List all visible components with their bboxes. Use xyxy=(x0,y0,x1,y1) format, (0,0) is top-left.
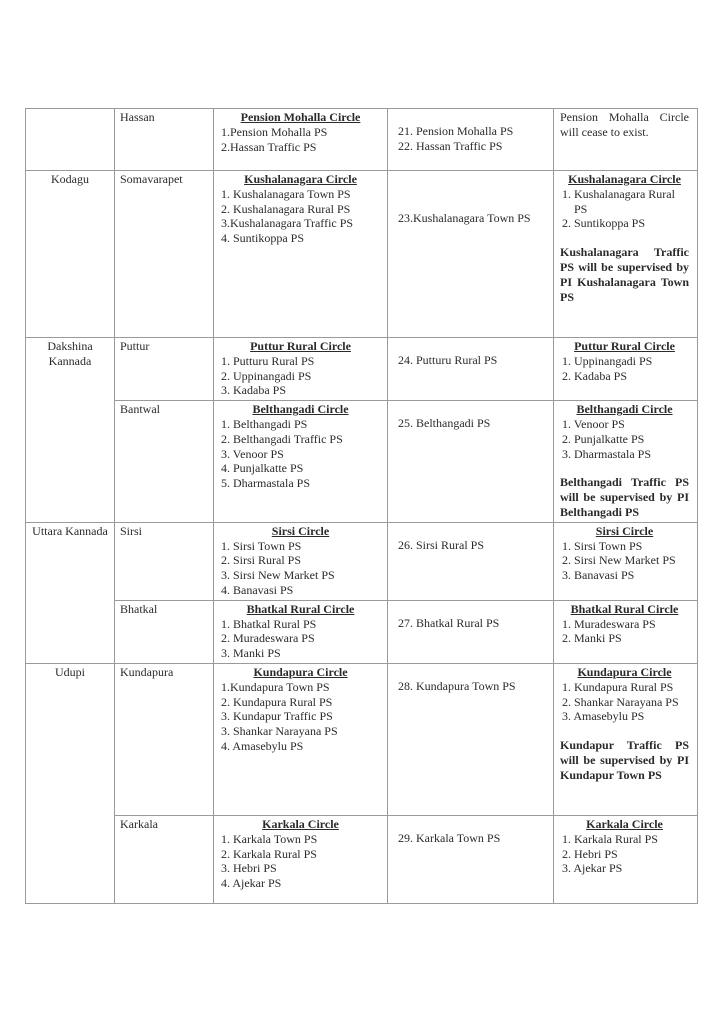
table-row xyxy=(26,171,698,338)
existing-circle-cell xyxy=(214,600,388,663)
police-station-item: 1. Venoor PS xyxy=(562,416,625,431)
police-station-item: 3. Venoor PS xyxy=(221,446,284,461)
proposed-item: 23.Kushalanagara Town PS xyxy=(398,211,531,225)
proposed-cell xyxy=(388,522,554,600)
circle-title: Sirsi Circle xyxy=(595,523,654,538)
circle-reorganisation-table xyxy=(25,108,698,904)
circle-title: Bhatkal Rural Circle xyxy=(246,601,355,616)
police-station-item: 4. Amasebylu PS xyxy=(221,738,304,753)
circle-title: Sirsi Circle xyxy=(271,523,330,538)
subdivision-cell: Somavarapet xyxy=(115,171,214,338)
police-station-item: 1. Putturu Rural PS xyxy=(221,353,315,368)
police-station-item: 1. Karkala Town PS xyxy=(221,831,318,846)
circle-title: Belthangadi Circle xyxy=(576,402,673,417)
circle-title: Kundapura Circle xyxy=(577,664,672,679)
circle-title: Karkala Circle xyxy=(262,816,339,831)
table-row xyxy=(26,338,698,401)
circle-title: Belthangadi Circle xyxy=(252,402,349,417)
supervision-note: Kushalanagara Traffic PS will be supervised by PI Kushalanagara Town PS xyxy=(560,245,689,304)
police-station-item: 2. Muradeswara PS xyxy=(221,631,315,646)
subdivision-cell: Karkala xyxy=(115,815,214,903)
police-station-item: 4. Banavasi PS xyxy=(221,582,294,597)
district-cell: Dakshina Kannada xyxy=(26,338,115,523)
remarks-cell xyxy=(554,663,698,815)
police-station-item: 4. Suntikoppa PS xyxy=(221,231,305,246)
remarks-cell xyxy=(554,338,698,401)
proposed-item: 24. Putturu Rural PS xyxy=(398,353,498,367)
table-row xyxy=(26,663,698,815)
proposed-cell xyxy=(388,338,554,401)
table-row xyxy=(26,815,698,903)
proposed-cell xyxy=(388,815,554,903)
police-station-item: 3.Kushalanagara Traffic PS xyxy=(221,216,354,231)
police-station-item: 2. Punjalkatte PS xyxy=(562,431,645,446)
police-station-item: 4. Ajekar PS xyxy=(221,876,282,891)
remarks-cell xyxy=(554,109,698,171)
circle-title: Kushalanagara Circle xyxy=(244,172,357,186)
police-station-item: 1. Kushalanagara Town PS xyxy=(221,186,351,201)
district-cell: Uttara Kannada xyxy=(26,522,115,663)
proposed-cell xyxy=(388,663,554,815)
supervision-note: Belthangadi Traffic PS will be supervised by PI Belthangadi PS xyxy=(560,475,689,519)
table-row xyxy=(26,600,698,663)
police-station-item: 1. Kundapura Rural PS xyxy=(562,679,674,694)
proposed-item: 22. Hassan Traffic PS xyxy=(398,138,503,153)
proposed-item: 25. Belthangadi PS xyxy=(398,416,491,431)
police-station-item: 2. Karkala Rural PS xyxy=(221,846,317,861)
proposed-cell xyxy=(388,401,554,523)
police-station-item: 3. Sirsi New Market PS xyxy=(221,568,335,583)
police-station-item: 1. Sirsi Town PS xyxy=(221,538,302,553)
police-station-item: 2. Sirsi Rural PS xyxy=(221,553,302,568)
remarks-text: Pension Mohalla Circle will cease to exist. xyxy=(560,110,689,139)
district-cell: Kodagu xyxy=(26,171,115,338)
police-station-item: 3. Amasebylu PS xyxy=(562,709,645,724)
police-station-item: 1. Uppinangadi PS xyxy=(562,353,653,368)
circle-title: Kushalanagara Circle xyxy=(568,172,681,186)
police-station-item: 3. Shankar Narayana PS xyxy=(221,724,338,739)
police-station-item: 3. Manki PS xyxy=(221,646,281,661)
proposed-item: 29. Karkala Town PS xyxy=(398,830,501,845)
proposed-item: 26. Sirsi Rural PS xyxy=(398,537,485,552)
subdivision-cell: Puttur xyxy=(115,338,214,401)
police-station-item: 2. Sirsi New Market PS xyxy=(562,553,676,568)
subdivision-cell: Bhatkal xyxy=(115,600,214,663)
existing-circle-cell xyxy=(214,109,388,171)
district-cell: Udupi xyxy=(26,663,115,903)
remarks-cell xyxy=(554,171,698,338)
circle-title: Kundapura Circle xyxy=(253,664,348,679)
proposed-item: 28. Kundapura Town PS xyxy=(398,678,516,693)
police-station-item: 1.Pension Mohalla PS xyxy=(221,124,328,139)
police-station-item: 1. Karkala Rural PS xyxy=(562,831,658,846)
remarks-cell xyxy=(554,815,698,903)
existing-circle-cell xyxy=(214,171,388,338)
police-station-item: 4. Punjalkatte PS xyxy=(221,461,304,476)
police-station-item: 5. Dharmastala PS xyxy=(221,476,310,491)
police-station-item: 3. Dharmastala PS xyxy=(562,446,651,461)
circle-title: Bhatkal Rural Circle xyxy=(570,601,679,616)
police-station-item: 3. Ajekar PS xyxy=(562,861,623,876)
proposed-cell xyxy=(388,109,554,171)
police-station-item: 2. Hebri PS xyxy=(562,846,618,861)
existing-circle-cell xyxy=(214,522,388,600)
police-station-item: 2.Hassan Traffic PS xyxy=(221,139,317,154)
remarks-cell xyxy=(554,401,698,523)
police-station-item: 2. Belthangadi Traffic PS xyxy=(221,431,343,446)
proposed-cell xyxy=(388,171,554,338)
police-station-item: 2. Kushalanagara Rural PS xyxy=(221,201,351,216)
police-station-item: 1. Bhatkal Rural PS xyxy=(221,616,317,631)
police-station-item: 2. Uppinangadi PS xyxy=(221,368,312,383)
police-station-item: 3. Kundapur Traffic PS xyxy=(221,709,333,724)
table-row xyxy=(26,401,698,523)
police-station-item: 1. Belthangadi PS xyxy=(221,416,308,431)
proposed-cell xyxy=(388,600,554,663)
police-station-item: 2. Suntikoppa PS xyxy=(562,216,646,231)
proposed-item: 21. Pension Mohalla PS xyxy=(398,124,514,138)
police-station-item: 1. Kushalanagara Rural PS xyxy=(562,186,675,216)
circle-title: Pension Mohalla Circle xyxy=(240,110,361,124)
police-station-item: 2. Shankar Narayana PS xyxy=(562,694,679,709)
police-station-item: 2. Kundapura Rural PS xyxy=(221,694,333,709)
table-row xyxy=(26,522,698,600)
proposed-item: 27. Bhatkal Rural PS xyxy=(398,615,500,630)
police-station-item: 3. Kadaba PS xyxy=(221,383,286,398)
circle-title: Karkala Circle xyxy=(586,816,663,831)
supervision-note: Kundapur Traffic PS will be supervised by PI Kundapur Town PS xyxy=(560,738,689,782)
table-row xyxy=(26,109,698,171)
police-station-item: 2. Manki PS xyxy=(562,631,622,646)
police-station-item: 1. Sirsi Town PS xyxy=(562,538,643,553)
circle-title: Puttur Rural Circle xyxy=(250,339,351,353)
police-station-item: 1.Kundapura Town PS xyxy=(221,679,330,694)
district-cell xyxy=(26,109,115,171)
existing-circle-cell xyxy=(214,401,388,523)
police-station-item: 3. Banavasi PS xyxy=(562,568,635,583)
subdivision-cell: Kundapura xyxy=(115,663,214,815)
subdivision-cell: Sirsi xyxy=(115,522,214,600)
existing-circle-cell xyxy=(214,338,388,401)
subdivision-cell: Hassan xyxy=(115,109,214,171)
police-station-item: 2. Kadaba PS xyxy=(562,368,627,383)
existing-circle-cell xyxy=(214,815,388,903)
circle-title: Puttur Rural Circle xyxy=(574,339,675,353)
police-station-item: 1. Muradeswara PS xyxy=(562,616,656,631)
police-station-item: 3. Hebri PS xyxy=(221,861,277,876)
existing-circle-cell xyxy=(214,663,388,815)
subdivision-cell: Bantwal xyxy=(115,401,214,523)
remarks-cell xyxy=(554,522,698,600)
remarks-cell xyxy=(554,600,698,663)
